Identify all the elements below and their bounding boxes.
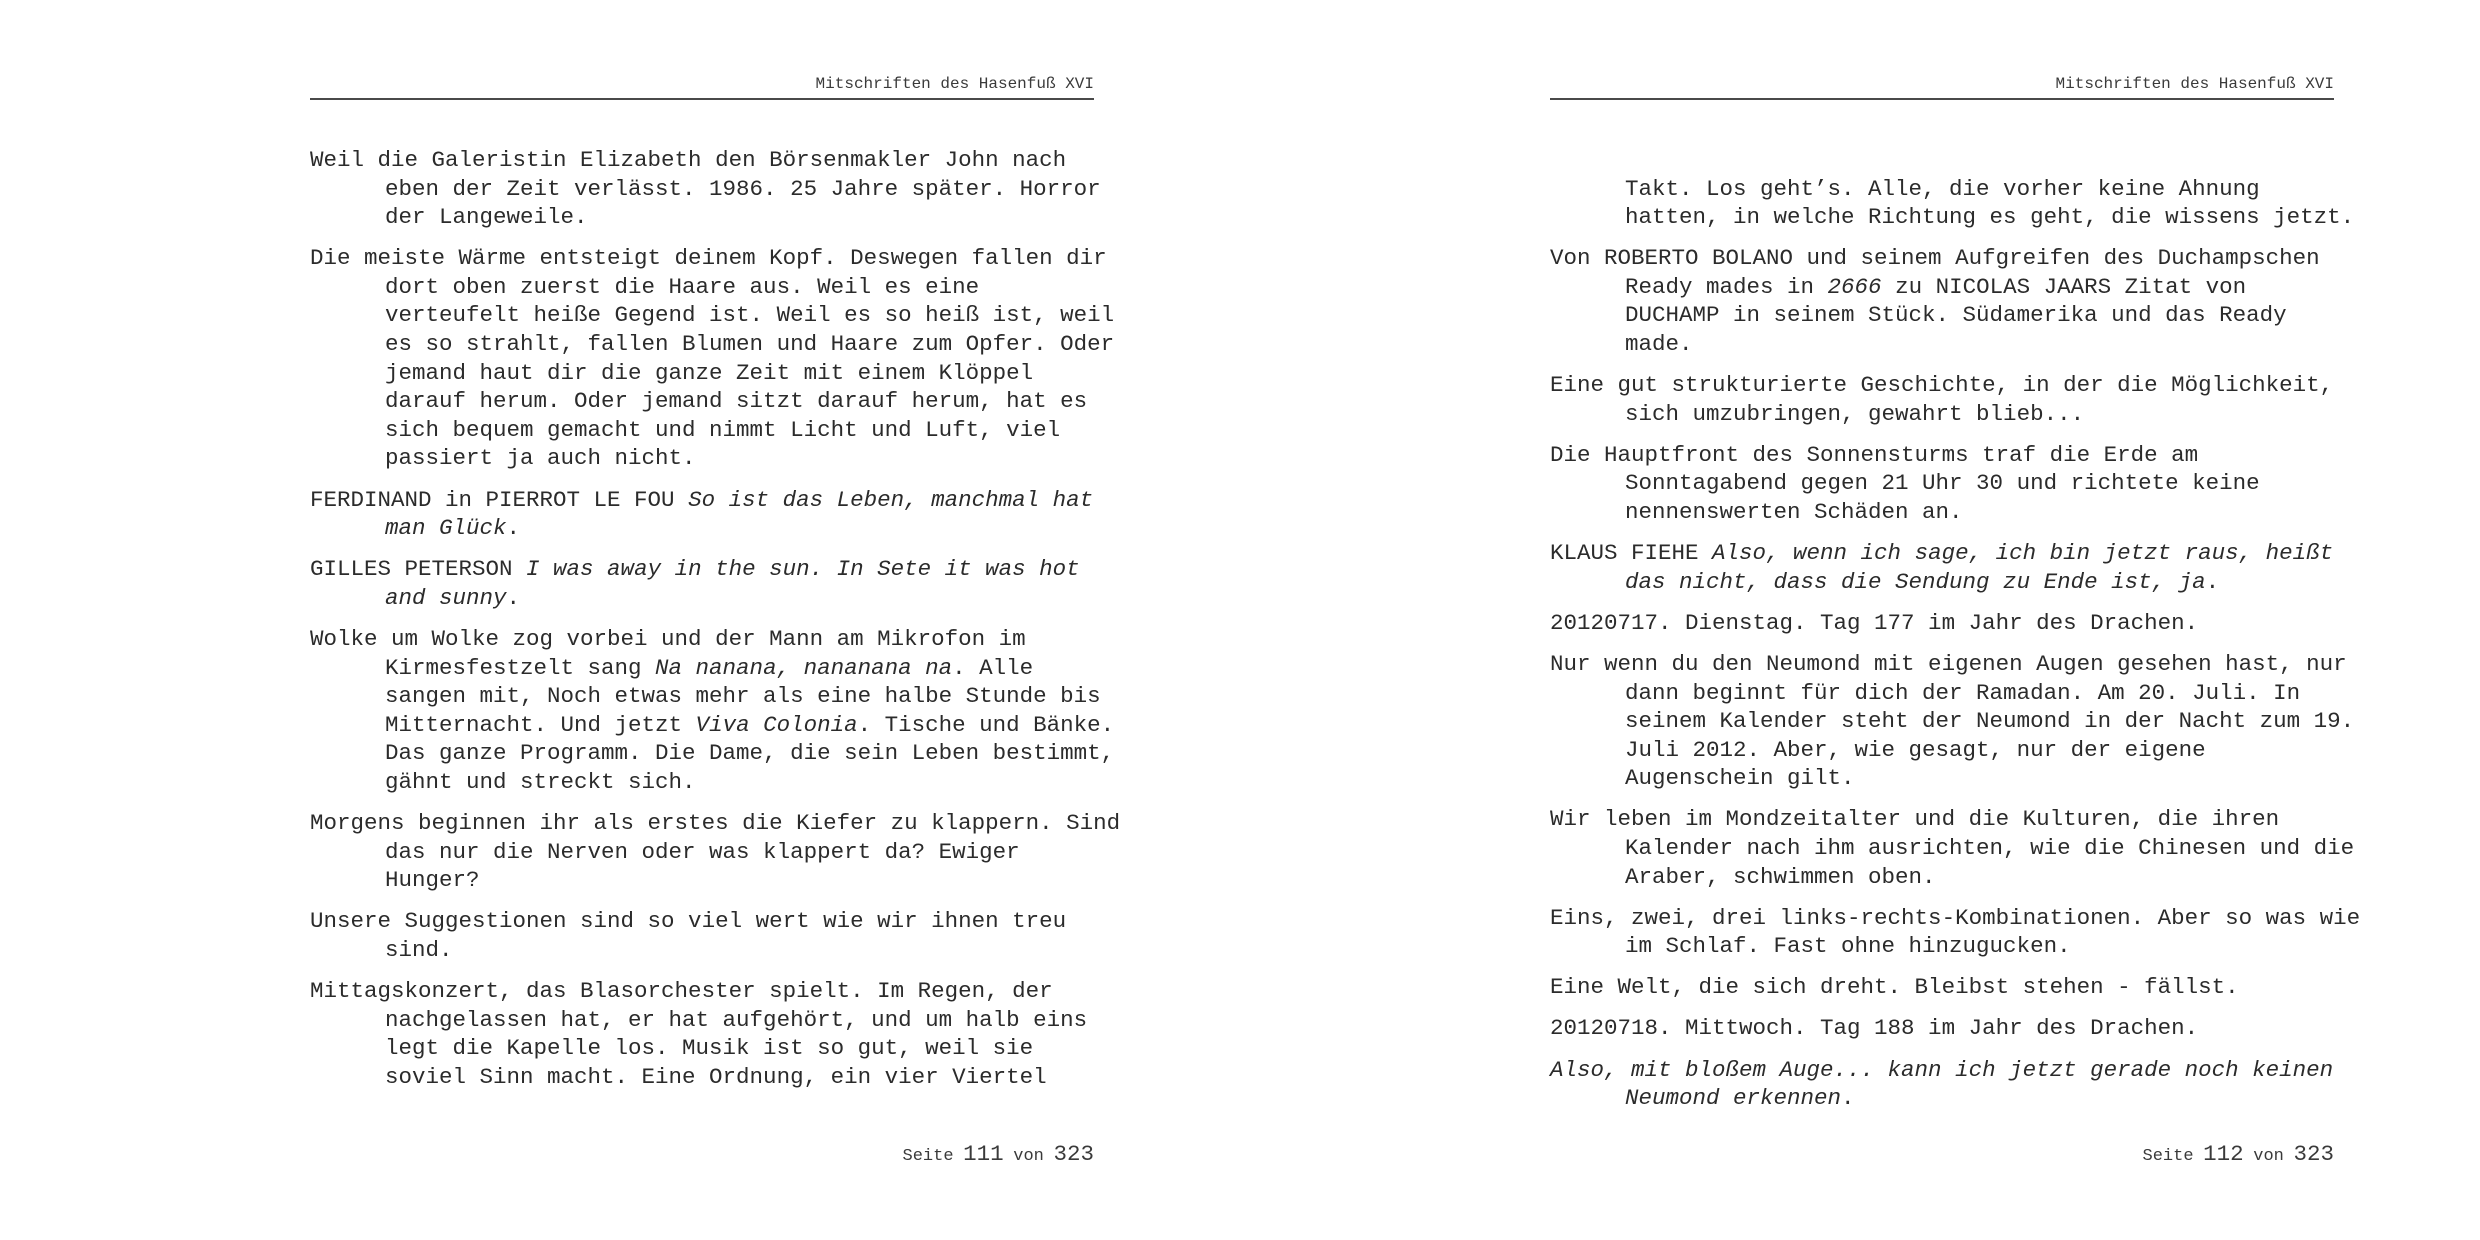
text-line: gähnt und streckt sich. [385,768,696,795]
page-footer [310,1141,1094,1167]
text-line: jemand haut dir die ganze Zeit mit einem Klöppel [385,359,1034,386]
text-line: Araber, schwimmen oben. [1625,863,1936,890]
text-line: darauf herum. Oder jemand sitzt darauf herum, hat es [385,388,1088,415]
text-line: Ready mades in 2666 zu NICOLAS JAARS Zitat von [1625,273,2247,300]
paragraph [1550,973,2334,1002]
text-line: sangen mit, Noch etwas mehr als eine halbe Stunde bis [385,683,1101,710]
text-line: Eine gut strukturierte Geschichte, in der die Möglichkeit, [1550,372,2334,399]
text-line: das nicht, dass die Sendung zu Ende ist, ja. [1625,568,2220,595]
paragraph [1550,146,2355,232]
text-line: Die Hauptfront des Sonnensturms traf die Erde am [1550,441,2199,468]
text-line: hatten, in welche Richtung es geht, die wissens jetzt. [1625,204,2355,231]
text-line: Das ganze Programm. Die Dame, die sein Leben bestimmt, [385,740,1115,767]
paragraph [1550,650,2355,793]
text-line: verteufelt heiße Gegend ist. Weil es so heiß ist, weil [385,302,1115,329]
paragraph [1550,441,2334,527]
text-line: Eine Welt, die sich dreht. Bleibst stehen - fällst. [1550,974,2239,1001]
paragraph [310,146,1101,232]
page-body [1550,146,2361,1125]
text-line: Sonntagabend gegen 21 Uhr 30 und richtete keine [1625,470,2260,497]
text-line: legt die Kapelle los. Musik ist so gut, weil sie [385,1035,1034,1062]
text-line: Hunger? [385,867,480,894]
text-line: Kirmesfestzelt sang Na nanana, nananana na. Alle [385,654,1034,681]
running-header: Mitschriften des Hasenfuß XVI [1550,74,2334,100]
text-line: es so strahlt, fallen Blumen und Haare zum Opfer. Oder [385,331,1115,358]
text-line: and sunny. [385,584,521,611]
text-line: passiert ja auch nicht. [385,445,696,472]
text-line: Von ROBERTO BOLANO und seinem Aufgreifen des Duchampschen [1550,245,2320,272]
text-line [1550,146,2334,175]
text-line: sich umzubringen, gewahrt blieb... [1625,400,2085,427]
paragraph [1550,539,2334,596]
paragraph [1550,1014,2334,1043]
text-line: Neumond erkennen. [1625,1085,1855,1112]
text-line: Kalender nach ihm ausrichten, wie die Chinesen und die [1625,834,2355,861]
footer-page-total: 323 [2293,1141,2334,1167]
text-line: made. [1625,331,1693,358]
text-line: nennenswerten Schäden an. [1625,499,1963,526]
footer-page-number: 111 [963,1141,1004,1167]
text-line: KLAUS FIEHE Also, wenn ich sage, ich bin jetzt raus, heißt [1550,540,2334,567]
paragraph [310,977,1094,1091]
text-line: Die meiste Wärme entsteigt deinem Kopf. Deswegen fallen dir [310,245,1107,272]
page-footer [1550,1141,2334,1167]
text-line: soviel Sinn macht. Eine Ordnung, ein vier Viertel [385,1063,1047,1090]
paragraph [310,244,1115,473]
text-line: 20120718. Mittwoch. Tag 188 im Jahr des Drachen. [1550,1015,2199,1042]
paragraph [1550,805,2355,891]
text-line: im Schlaf. Fast ohne hinzugucken. [1625,933,2071,960]
text-line: dort oben zuerst die Haare aus. Weil es eine [385,273,980,300]
text-line: Weil die Galeristin Elizabeth den Börsenmakler John nach [310,147,1067,173]
paragraph [1550,244,2334,358]
text-line: dann beginnt für dich der Ramadan. Am 20. Juli. In [1625,679,2301,706]
paragraph [1550,609,2334,638]
text-line: nachgelassen hat, er hat aufgehört, und um halb eins [385,1006,1088,1033]
text-line: Wolke um Wolke zog vorbei und der Mann am Mikrofon im [310,625,1026,652]
paragraph [310,625,1115,797]
text-line: sich bequem gemacht und nimmt Licht und Luft, viel [385,416,1061,443]
text-line: Unsere Suggestionen sind so viel wert wie wir ihnen treu [310,908,1067,935]
footer-seite-label: Seite [902,1147,954,1166]
paragraph [310,809,1121,895]
footer-seite-label: Seite [2142,1147,2194,1166]
text-line: 20120717. Dienstag. Tag 177 im Jahr des Drachen. [1550,609,2199,636]
text-line: DUCHAMP in seinem Stück. Südamerika und das Ready [1625,302,2287,329]
paragraph [1550,371,2334,428]
footer-page-total: 323 [1053,1141,1094,1167]
text-line: der Langeweile. [385,204,588,231]
paragraph [310,555,1094,612]
paragraph [310,486,1094,543]
page-body [310,146,1121,1104]
text-line: GILLES PETERSON I was away in the sun. In Sete it was hot [310,556,1080,583]
text-line: eben der Zeit verlässt. 1986. 25 Jahre später. Horror [385,175,1101,202]
text-line: Wir leben im Mondzeitalter und die Kulturen, die ihren [1550,806,2280,833]
text-line: das nur die Nerven oder was klappert da? Ewiger [385,838,1020,865]
text-line: Mitternacht. Und jetzt Viva Colonia. Tische und Bänke. [385,711,1115,738]
footer-von-label: von [2253,1147,2284,1166]
paragraph [1550,904,2361,961]
paragraph [310,907,1094,964]
text-line: Nur wenn du den Neumond mit eigenen Augen gesehen hast, nur [1550,650,2347,677]
footer-von-label: von [1013,1147,1044,1166]
text-line: seinem Kalender steht der Neumond in der Nacht zum 19. [1625,708,2355,735]
text-line: sind. [385,936,453,963]
footer-page-number: 112 [2203,1141,2244,1167]
running-header: Mitschriften des Hasenfuß XVI [310,74,1094,100]
paragraph [1550,1056,2334,1113]
text-line: Juli 2012. Aber, wie gesagt, nur der eigene [1625,736,2206,763]
text-line: FERDINAND in PIERROT LE FOU So ist das Leben, manchmal hat [310,486,1094,513]
text-line: man Glück. [385,515,521,542]
text-line: Eins, zwei, drei links-rechts-Kombinationen. Aber so was wie [1550,904,2361,931]
right-page [1240,0,2480,1240]
text-line: Also, mit bloßem Auge... kann ich jetzt gerade noch keinen [1550,1056,2334,1083]
text-line: Takt. Los geht’s. Alle, die vorher keine Ahnung [1625,175,2260,202]
text-line: Augenschein gilt. [1625,765,1855,792]
text-line: Mittagskonzert, das Blasorchester spielt. Im Regen, der [310,977,1053,1004]
text-line: Morgens beginnen ihr als erstes die Kiefer zu klappern. Sind [310,809,1121,836]
